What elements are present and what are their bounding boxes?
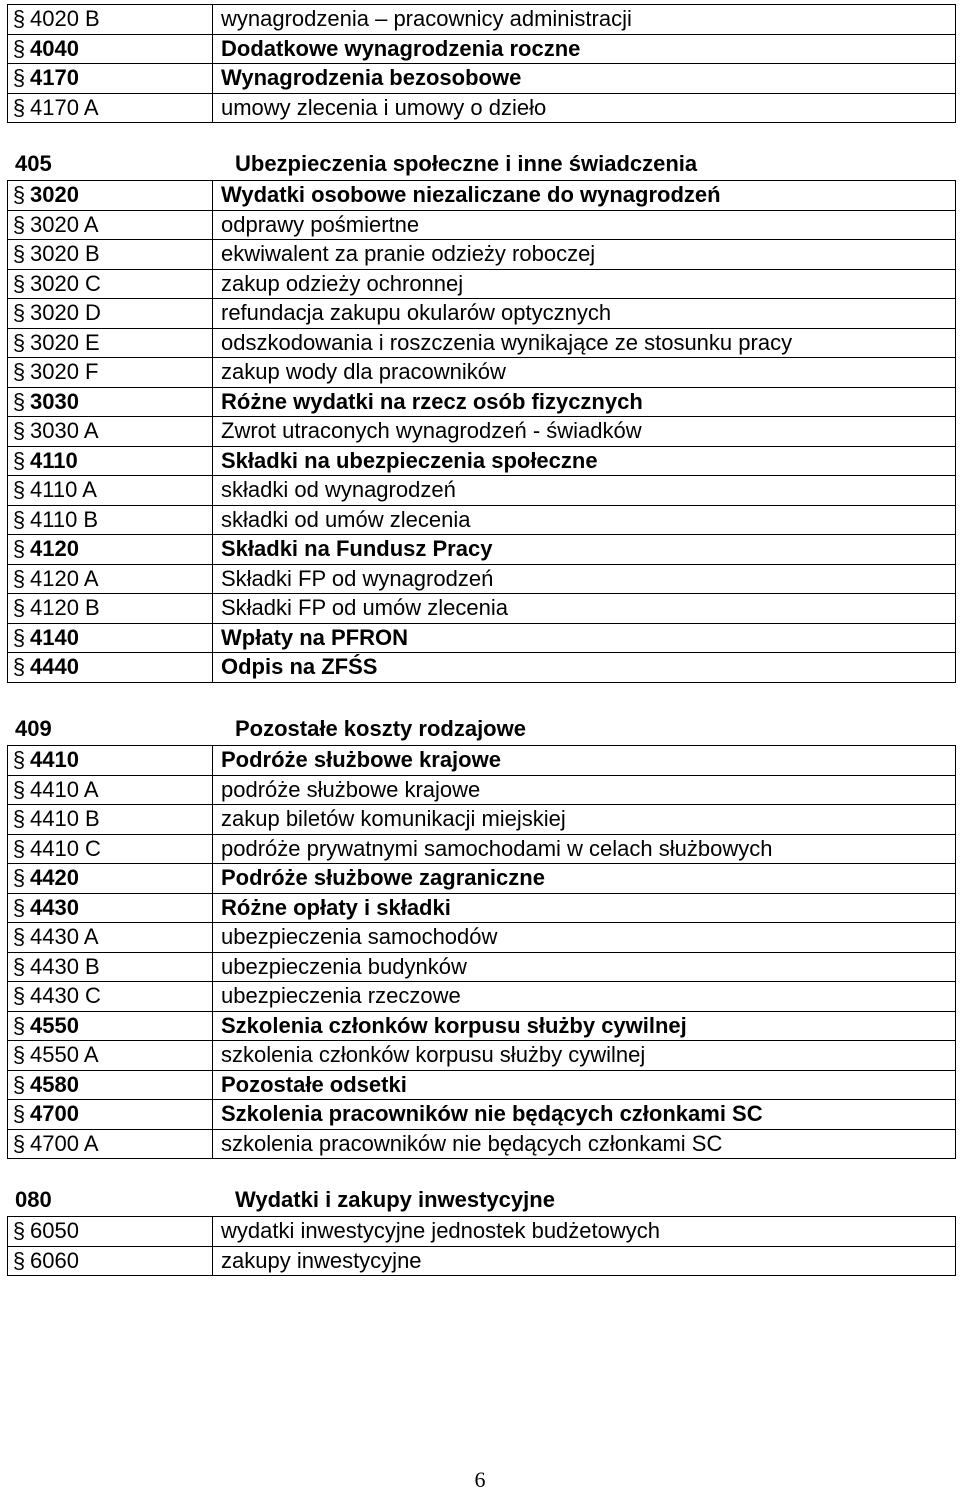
table-row: [8, 1129, 956, 1159]
section-title: Ubezpieczenia społeczne i inne świadczenia: [235, 151, 698, 176]
paragraph-code-cell: [8, 864, 213, 894]
paragraph-code: 3020 A: [30, 211, 99, 237]
paragraph-code-cell: [8, 834, 213, 864]
table-row: [8, 1100, 956, 1130]
paragraph-code: 4170: [30, 65, 79, 91]
section-sign-icon: §: [12, 270, 26, 296]
paragraph-code: 3020 C: [30, 270, 101, 296]
paragraph-code: 3020 B: [30, 241, 100, 267]
table-row: [8, 417, 956, 447]
paragraph-title: Pozostałe odsetki: [213, 1070, 956, 1100]
section-header: [15, 714, 945, 744]
section-sign-icon: §: [12, 983, 26, 1009]
paragraph-code-cell: [8, 34, 213, 64]
paragraph-code-cell: [8, 93, 213, 123]
paragraph-code-cell: [8, 299, 213, 329]
section-sign-icon: §: [12, 300, 26, 326]
paragraph-code-cell: [8, 387, 213, 417]
paragraph-title: ekwiwalent za pranie odzieży roboczej: [213, 240, 956, 270]
section-sign-icon: §: [12, 1012, 26, 1038]
paragraph-title: ubezpieczenia rzeczowe: [213, 982, 956, 1012]
section-sign-icon: §: [12, 595, 26, 621]
section-sign-icon: §: [12, 1071, 26, 1097]
table-row: [8, 623, 956, 653]
section-sign-icon: §: [12, 329, 26, 355]
section-sign-icon: §: [12, 6, 26, 32]
paragraph-code: 4140: [30, 624, 79, 650]
paragraph-code-cell: [8, 417, 213, 447]
paragraph-title: odszkodowania i roszczenia wynikające ze stosunku pracy: [213, 328, 956, 358]
section-sign-icon: §: [12, 506, 26, 532]
section-sign-icon: §: [12, 388, 26, 414]
section-sign-icon: §: [12, 1042, 26, 1068]
table-row: [8, 5, 956, 35]
table-row: [8, 923, 956, 953]
section-sign-icon: §: [12, 747, 26, 773]
paragraph-code-cell: [8, 564, 213, 594]
paragraph-code: 4420: [30, 865, 79, 891]
paragraph-code: 4430 C: [30, 983, 101, 1009]
paragraph-code: 4120 B: [30, 595, 100, 621]
paragraph-code-cell: [8, 653, 213, 683]
classification-table: [7, 4, 956, 123]
paragraph-title: Dodatkowe wynagrodzenia roczne: [213, 34, 956, 64]
paragraph-code: 3020 E: [30, 329, 100, 355]
paragraph-code: 4700 A: [30, 1130, 99, 1156]
section-sign-icon: §: [12, 565, 26, 591]
table-row: [8, 864, 956, 894]
classification-table: [7, 180, 956, 683]
section-sign-icon: §: [12, 624, 26, 650]
paragraph-code: 4440: [30, 654, 79, 680]
paragraph-title: Zwrot utraconych wynagrodzeń - świadków: [213, 417, 956, 447]
table-row: [8, 594, 956, 624]
table-row: [8, 775, 956, 805]
paragraph-code-cell: [8, 64, 213, 94]
table-row: [8, 1217, 956, 1247]
paragraph-code-cell: [8, 952, 213, 982]
table-row: [8, 1070, 956, 1100]
table-row: [8, 1041, 956, 1071]
section-title: Pozostałe koszty rodzajowe: [235, 716, 526, 741]
section-sign-icon: §: [12, 536, 26, 562]
paragraph-code: 3030: [30, 388, 79, 414]
paragraph-code-cell: [8, 446, 213, 476]
section-sign-icon: §: [12, 1101, 26, 1127]
table-row: [8, 535, 956, 565]
section-sign-icon: §: [12, 447, 26, 473]
section-sign-icon: §: [12, 418, 26, 444]
paragraph-code-cell: [8, 594, 213, 624]
table-row: [8, 387, 956, 417]
paragraph-code: 4430 B: [30, 953, 100, 979]
paragraph-code: 4110: [30, 447, 78, 473]
paragraph-code-cell: [8, 982, 213, 1012]
paragraph-code: 3020 F: [30, 359, 99, 385]
paragraph-code-cell: [8, 1041, 213, 1071]
paragraph-title: refundacja zakupu okularów optycznych: [213, 299, 956, 329]
paragraph-code-cell: [8, 269, 213, 299]
table-row: [8, 476, 956, 506]
paragraph-title: szkolenia członków korpusu służby cywilnej: [213, 1041, 956, 1071]
table-row: [8, 210, 956, 240]
table-row: [8, 446, 956, 476]
paragraph-code: 3020: [30, 182, 79, 208]
paragraph-code: 4110 A: [30, 477, 97, 503]
paragraph-title: Składki na Fundusz Pracy: [213, 535, 956, 565]
table-row: [8, 952, 956, 982]
paragraph-code: 4430: [30, 894, 79, 920]
paragraph-code-cell: [8, 358, 213, 388]
paragraph-title: zakupy inwestycyjne: [213, 1246, 956, 1276]
section-sign-icon: §: [12, 894, 26, 920]
paragraph-code: 4040: [30, 35, 79, 61]
paragraph-title: Wydatki osobowe niezaliczane do wynagrodzeń: [213, 181, 956, 211]
paragraph-title: Różne wydatki na rzecz osób fizycznych: [213, 387, 956, 417]
paragraph-code-cell: [8, 1100, 213, 1130]
paragraph-code: 4410 B: [30, 806, 100, 832]
paragraph-code: 4120 A: [30, 565, 99, 591]
paragraph-title: składki od wynagrodzeń: [213, 476, 956, 506]
paragraph-title: wydatki inwestycyjne jednostek budżetowych: [213, 1217, 956, 1247]
paragraph-title: Podróże służbowe krajowe: [213, 746, 956, 776]
paragraph-title: podróże służbowe krajowe: [213, 775, 956, 805]
paragraph-code-cell: [8, 623, 213, 653]
table-row: [8, 328, 956, 358]
paragraph-code-cell: [8, 5, 213, 35]
section-sign-icon: §: [12, 1218, 26, 1244]
paragraph-title: umowy zlecenia i umowy o dzieło: [213, 93, 956, 123]
section-sign-icon: §: [12, 654, 26, 680]
paragraph-code: 4430 A: [30, 924, 99, 950]
paragraph-code-cell: [8, 476, 213, 506]
table-row: [8, 358, 956, 388]
section-code: 080: [15, 1187, 52, 1212]
paragraph-code: 4020 B: [30, 6, 100, 32]
paragraph-code-cell: [8, 240, 213, 270]
page-number: 6: [474, 1467, 486, 1492]
paragraph-code-cell: [8, 1070, 213, 1100]
paragraph-title: Składki FP od wynagrodzeń: [213, 564, 956, 594]
table-row: [8, 240, 956, 270]
table-row: [8, 505, 956, 535]
section-sign-icon: §: [12, 1130, 26, 1156]
section-sign-icon: §: [12, 953, 26, 979]
section-sign-icon: §: [12, 211, 26, 237]
paragraph-title: zakup biletów komunikacji miejskiej: [213, 805, 956, 835]
table-row: [8, 181, 956, 211]
paragraph-code: 3020 D: [30, 300, 101, 326]
paragraph-title: zakup wody dla pracowników: [213, 358, 956, 388]
table-row: [8, 564, 956, 594]
section-sign-icon: §: [12, 35, 26, 61]
section-title: Wydatki i zakupy inwestycyjne: [235, 1187, 555, 1212]
paragraph-code: 4580: [30, 1071, 79, 1097]
section-sign-icon: §: [12, 924, 26, 950]
section-sign-icon: §: [12, 865, 26, 891]
paragraph-code: 6060: [30, 1247, 79, 1273]
paragraph-title: Wynagrodzenia bezosobowe: [213, 64, 956, 94]
paragraph-code-cell: [8, 1246, 213, 1276]
paragraph-code-cell: [8, 923, 213, 953]
paragraph-code: 4550 A: [30, 1042, 99, 1068]
paragraph-title: ubezpieczenia samochodów: [213, 923, 956, 953]
table-row: [8, 64, 956, 94]
section-sign-icon: §: [12, 1247, 26, 1273]
section-sign-icon: §: [12, 182, 26, 208]
paragraph-title: odprawy pośmiertne: [213, 210, 956, 240]
paragraph-title: Szkolenia pracowników nie będących członkami SC: [213, 1100, 956, 1130]
paragraph-code-cell: [8, 1129, 213, 1159]
paragraph-title: Składki na ubezpieczenia społeczne: [213, 446, 956, 476]
table-row: [8, 34, 956, 64]
paragraph-code-cell: [8, 805, 213, 835]
paragraph-code-cell: [8, 505, 213, 535]
section-sign-icon: §: [12, 241, 26, 267]
paragraph-code-cell: [8, 210, 213, 240]
paragraph-title: składki od umów zlecenia: [213, 505, 956, 535]
section-code: 405: [15, 151, 52, 176]
classification-table: [7, 745, 956, 1159]
paragraph-code-cell: [8, 746, 213, 776]
paragraph-title: ubezpieczenia budynków: [213, 952, 956, 982]
paragraph-code: 4700: [30, 1101, 79, 1127]
section-sign-icon: §: [12, 65, 26, 91]
paragraph-title: zakup odzieży ochronnej: [213, 269, 956, 299]
table-row: [8, 982, 956, 1012]
paragraph-title: podróże prywatnymi samochodami w celach służbowych: [213, 834, 956, 864]
paragraph-code-cell: [8, 181, 213, 211]
paragraph-title: Odpis na ZFŚS: [213, 653, 956, 683]
paragraph-code-cell: [8, 1011, 213, 1041]
paragraph-title: Podróże służbowe zagraniczne: [213, 864, 956, 894]
paragraph-title: Wpłaty na PFRON: [213, 623, 956, 653]
paragraph-code: 3030 A: [30, 418, 99, 444]
paragraph-code-cell: [8, 1217, 213, 1247]
paragraph-title: Różne opłaty i składki: [213, 893, 956, 923]
section-sign-icon: §: [12, 806, 26, 832]
paragraph-title: wynagrodzenia – pracownicy administracji: [213, 5, 956, 35]
table-row: [8, 1011, 956, 1041]
classification-table: [7, 1216, 956, 1276]
paragraph-code: 4550: [30, 1012, 79, 1038]
paragraph-code: 4410 C: [30, 835, 101, 861]
section-sign-icon: §: [12, 776, 26, 802]
table-row: [8, 746, 956, 776]
table-row: [8, 269, 956, 299]
paragraph-code: 4110 B: [30, 506, 99, 532]
table-row: [8, 1246, 956, 1276]
paragraph-title: Składki FP od umów zlecenia: [213, 594, 956, 624]
section-sign-icon: §: [12, 477, 26, 503]
table-row: [8, 834, 956, 864]
paragraph-code-cell: [8, 328, 213, 358]
paragraph-code: 6050: [30, 1218, 79, 1244]
section-sign-icon: §: [12, 359, 26, 385]
section-sign-icon: §: [12, 94, 26, 120]
section-header: [15, 1185, 945, 1215]
section-sign-icon: §: [12, 835, 26, 861]
table-row: [8, 653, 956, 683]
paragraph-title: szkolenia pracowników nie będących członkami SC: [213, 1129, 956, 1159]
table-row: [8, 805, 956, 835]
paragraph-code: 4410 A: [30, 776, 99, 802]
table-row: [8, 93, 956, 123]
paragraph-code-cell: [8, 535, 213, 565]
section-header: [15, 149, 945, 179]
section-code: 409: [15, 716, 52, 741]
paragraph-code-cell: [8, 775, 213, 805]
paragraph-title: Szkolenia członków korpusu służby cywilnej: [213, 1011, 956, 1041]
paragraph-code-cell: [8, 893, 213, 923]
table-row: [8, 893, 956, 923]
paragraph-code: 4170 A: [30, 94, 99, 120]
paragraph-code: 4410: [30, 747, 79, 773]
table-row: [8, 299, 956, 329]
paragraph-code: 4120: [30, 536, 79, 562]
